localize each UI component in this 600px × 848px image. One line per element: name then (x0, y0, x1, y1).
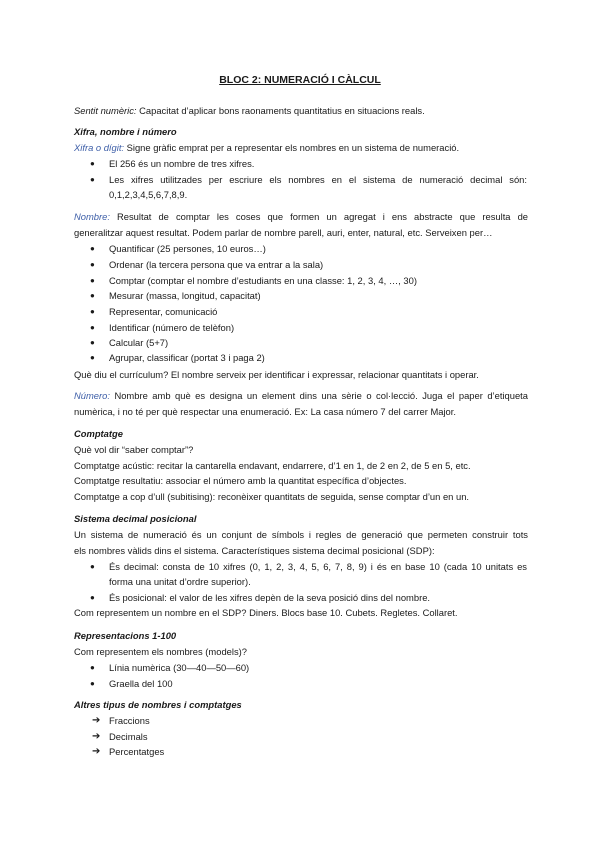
sdp-heading: Sistema decimal posicional (74, 513, 197, 524)
nombre-item: Agrupar, classificar (portat 3 i paga 2) (109, 352, 265, 363)
bullet-icon: ● (90, 307, 95, 316)
nombre-definition-line-1 (74, 211, 528, 223)
bullet-icon: ● (90, 663, 95, 672)
numero-definition-line-1 (74, 390, 528, 402)
repr-question: Com representem els nombres (models)? (74, 646, 247, 657)
bullet-icon: ● (90, 593, 95, 602)
numero-definition-line-2: numèrica, i no té per què respectar una enumeració. Ex: La casa número 7 del carrer Major. (74, 406, 456, 417)
bullet-icon: ● (90, 323, 95, 332)
bullet-icon: ● (90, 260, 95, 269)
nombre-def-1: Resultat de comptar les coses que formen un agregat i ens abstracte que resulta de (109, 211, 528, 222)
sdp-line-1: Un sistema de numeració és un conjunt de símbols i regles de generació que permeten construir tots (74, 529, 528, 540)
comptatge-resultatiu: Comptatge resultatiu: associar el número amb la quantitat específica d’objectes. (74, 475, 407, 486)
nombre-item: Representar, comunicació (109, 306, 218, 317)
altres-item: Fraccions (109, 715, 150, 726)
xifra-bullet-2-line-1: Les xifres utilitzades per escriure els nombres en el sistema de numeració decimal són: (109, 174, 527, 185)
nombre-curriculum: Què diu el currículum? El nombre serveix per identificar i expressar, relacionar quantitats i operar. (74, 369, 479, 380)
bullet-icon: ● (90, 562, 95, 571)
bullet-icon: ● (90, 244, 95, 253)
nombre-definition-line-2: generalitzar aquest resultat. Podem parlar de nombre parell, auri, enter, natural, etc. Serveixen per… (74, 227, 493, 238)
comptatge-acustic: Comptatge acústic: recitar la cantarella endavant, endarrere, d’1 en 1, de 2 en 2, de 5 en 5, etc. (74, 460, 471, 471)
bullet-icon: ● (90, 679, 95, 688)
repr-item: Graella del 100 (109, 678, 173, 689)
altres-heading: Altres tipus de nombres i comptatges (74, 699, 242, 710)
sdp-line-2: els nombres vàlids dins el sistema. Característiques sistema decimal posicional (SDP): (74, 545, 435, 556)
altres-item: Percentatges (109, 746, 165, 757)
sentit-numeric-text: Capacitat d’aplicar bons raonaments quantitatius en situacions reals. (136, 105, 425, 116)
sdp-bullet-1-line-2: forma una unitat d’ordre superior). (109, 576, 251, 587)
nombre-item: Identificar (número de telèfon) (109, 322, 235, 333)
nombre-item: Mesurar (massa, longitud, capacitat) (109, 290, 261, 301)
xifra-definition: Signe gràfic emprat per a representar els nombres en un sistema de numeració. (124, 142, 460, 153)
sdp-bullet-1-line-1: És decimal: consta de 10 xifres (0, 1, 2, 3, 4, 5, 6, 7, 8, 9) i és en base 10 (cada 10 unitats es (109, 561, 527, 572)
bullet-icon: ● (90, 276, 95, 285)
xifra-term: Xifra o dígit: (74, 142, 125, 153)
sentit-numeric-term: Sentit numèric: (74, 105, 137, 116)
xifra-definition-line (74, 142, 528, 154)
repr-item: Línia numèrica (30—40—50—60) (109, 662, 250, 673)
sdp-representation: Com representem un nombre en el SDP? Diners. Blocs base 10. Cubets. Regletes. Collaret. (74, 607, 458, 618)
nombre-item: Comptar (comptar el nombre d’estudiants en una classe: 1, 2, 3, 4, …, 30) (109, 275, 417, 286)
bullet-icon: ● (90, 353, 95, 362)
comptatge-heading: Comptatge (74, 428, 123, 439)
altres-item: Decimals (109, 731, 148, 742)
arrow-icon: ➔ (92, 715, 101, 726)
nombre-item: Quantificar (25 persones, 10 euros…) (109, 243, 266, 254)
sentit-numeric-line (74, 105, 528, 117)
page-title: BLOC 2: NUMERACIÓ I CÀLCUL (219, 74, 381, 86)
arrow-icon: ➔ (92, 746, 101, 757)
bullet-icon: ● (90, 338, 95, 347)
xifra-bullet-1: El 256 és un nombre de tres xifres. (109, 158, 255, 169)
nombre-item: Ordenar (la tercera persona que va entrar a la sala) (109, 259, 324, 270)
bullet-icon: ● (90, 291, 95, 300)
nombre-term: Nombre: (74, 211, 110, 222)
comptatge-question: Què vol dir “saber comptar”? (74, 444, 194, 455)
bullet-icon: ● (90, 175, 95, 184)
numero-def-1: Nombre amb què es designa un element dins una sèrie o col·lecció. Juga el paper d’etiqueta (109, 390, 528, 401)
arrow-icon: ➔ (92, 731, 101, 742)
sdp-bullet-2: És posicional: el valor de les xifres depèn de la seva posició dins del nombre. (109, 592, 431, 603)
comptatge-subitising: Comptatge a cop d’ull (subitising): reconèixer quantitats de seguida, sense comptar d’un en un. (74, 491, 470, 502)
bullet-icon: ● (90, 159, 95, 168)
xifra-heading: Xifra, nombre i número (74, 126, 177, 137)
repr-heading: Representacions 1-100 (74, 630, 177, 641)
numero-term: Número: (74, 390, 110, 401)
nombre-item: Calcular (5+7) (109, 337, 169, 348)
xifra-bullet-2-line-2: 0,1,2,3,4,5,6,7,8,9. (109, 189, 188, 200)
